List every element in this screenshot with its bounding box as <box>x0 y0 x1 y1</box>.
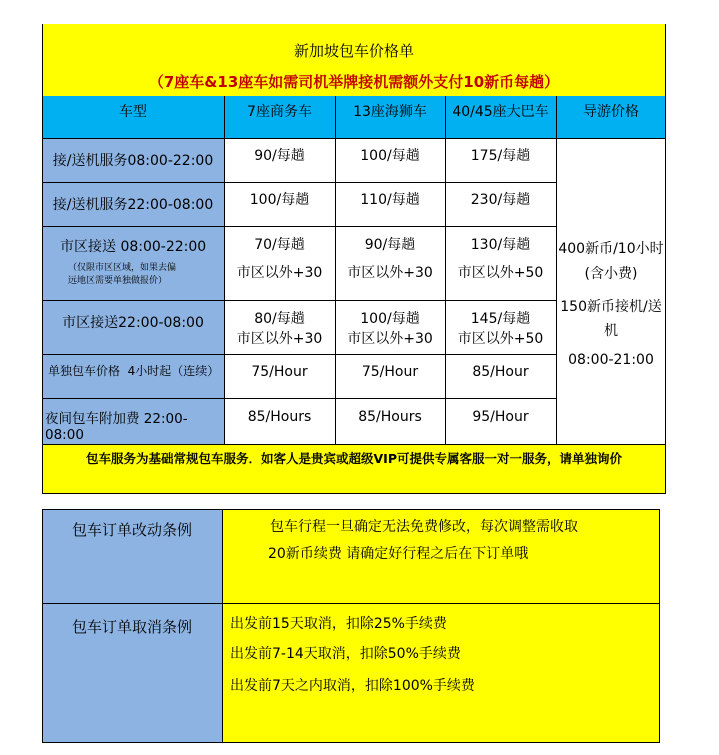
guide-price-line: 400新币/10小时 <box>558 241 664 257</box>
change-policy-text: 20新币续费 请确定好行程之后在下订单哦 <box>268 546 529 562</box>
cancel-policy-text: 出发前7天之内取消，扣除100%手续费 <box>230 678 475 694</box>
cancel-policy-text: 出发前15天取消，扣除25%手续费 <box>230 616 447 632</box>
price-cell: 95/Hour <box>472 409 529 425</box>
header-guide-price: 导游价格 <box>583 104 639 120</box>
price-cell: 100/每趟 <box>360 148 420 164</box>
row-label: 接/送机服务08:00-22:00 <box>52 153 214 169</box>
price-cell: 100/每趟 <box>249 192 310 208</box>
cancel-policy-label: 包车订单取消条例 <box>71 617 192 636</box>
price-cell: 85/Hours <box>358 409 422 425</box>
guide-price-line: 08:00-21:00 <box>568 352 654 368</box>
grid-line <box>42 354 556 355</box>
policy-border <box>42 603 660 604</box>
table-border <box>42 493 666 494</box>
grid-line <box>42 398 556 399</box>
table-border <box>42 24 43 494</box>
row-label-note: （仅限市区区域，如果去偏 <box>68 263 177 273</box>
price-cell: 75/Hour <box>251 364 308 380</box>
guide-price-line: 150新币接机/送 <box>560 299 662 315</box>
price-cell: 145/每趟 <box>470 311 531 327</box>
footer-note: 包车服务为基础常规包车服务．如客人是贵宾或超级VIP可提供专属客服一对一服务，请单独询价 <box>86 451 622 466</box>
price-cell: 175/每趟 <box>470 148 531 164</box>
header-7-seat: 7座商务车 <box>247 104 312 120</box>
surcharge-cell: 市区以外+30 <box>236 265 323 281</box>
policy-border <box>42 509 660 510</box>
row-label: 市区接送22:00-08:00 <box>62 315 204 331</box>
surcharge-cell: 市区以外+30 <box>347 265 433 281</box>
grid-line <box>42 182 556 183</box>
price-cell: 100/每趟 <box>360 311 420 327</box>
row-label: 单独包车价格 4小时起（连续） <box>48 364 220 378</box>
price-cell: 130/每趟 <box>470 237 531 253</box>
page-title: 新加坡包车价格单 <box>293 41 414 60</box>
guide-price-line: (含小费) <box>584 266 638 282</box>
header-13-seat: 13座海狮车 <box>353 104 427 120</box>
price-cell: 70/每趟 <box>254 237 305 253</box>
grid-line <box>224 96 225 444</box>
change-policy-text: 包车行程一旦确定无法免费修改，每次调整需收取 <box>270 519 578 535</box>
grid-line <box>42 300 556 301</box>
price-cell: 85/Hour <box>472 364 529 380</box>
surcharge-cell: 市区以外+50 <box>457 265 544 281</box>
grid-line <box>42 226 556 227</box>
policy-border <box>222 509 223 743</box>
table-border <box>665 24 666 494</box>
surcharge-cell: 市区以外+30 <box>236 331 323 347</box>
grid-line <box>42 444 666 445</box>
header-40-45-seat: 40/45座大巴车 <box>452 104 549 120</box>
price-cell: 90/每趟 <box>254 148 305 164</box>
grid-line <box>335 96 336 444</box>
policy-border <box>42 509 43 743</box>
grid-line <box>445 96 446 444</box>
row-label: 夜间包车附加费 22:00-08:00 <box>45 411 188 443</box>
price-cell: 85/Hours <box>247 409 312 425</box>
row-label-note: 远地区需要单独做报价） <box>68 276 168 286</box>
price-cell: 80/每趟 <box>254 311 305 327</box>
price-cell: 90/每趟 <box>364 237 416 253</box>
surcharge-cell: 市区以外+50 <box>457 331 544 347</box>
row-label: 市区接送 08:00-22:00 <box>60 239 207 255</box>
guide-price-line: 机 <box>604 323 618 339</box>
price-cell: 75/Hour <box>361 364 419 380</box>
row-label: 接/送机服务22:00-08:00 <box>52 197 214 213</box>
cancel-policy-text: 出发前7-14天取消，扣除50%手续费 <box>230 646 461 662</box>
policy-border <box>42 742 660 743</box>
change-policy-label: 包车订单改动条例 <box>71 520 192 539</box>
grid-line <box>556 96 557 444</box>
surcharge-cell: 市区以外+30 <box>347 331 433 347</box>
grid-line <box>42 138 666 139</box>
header-car-type: 车型 <box>119 104 147 120</box>
price-cell: 110/每趟 <box>360 192 420 208</box>
notice-text: （7座车&13座车如需司机举牌接机需额外支付10新币每趟） <box>148 72 560 91</box>
policy-border <box>659 509 660 743</box>
price-cell: 230/每趟 <box>470 192 531 208</box>
